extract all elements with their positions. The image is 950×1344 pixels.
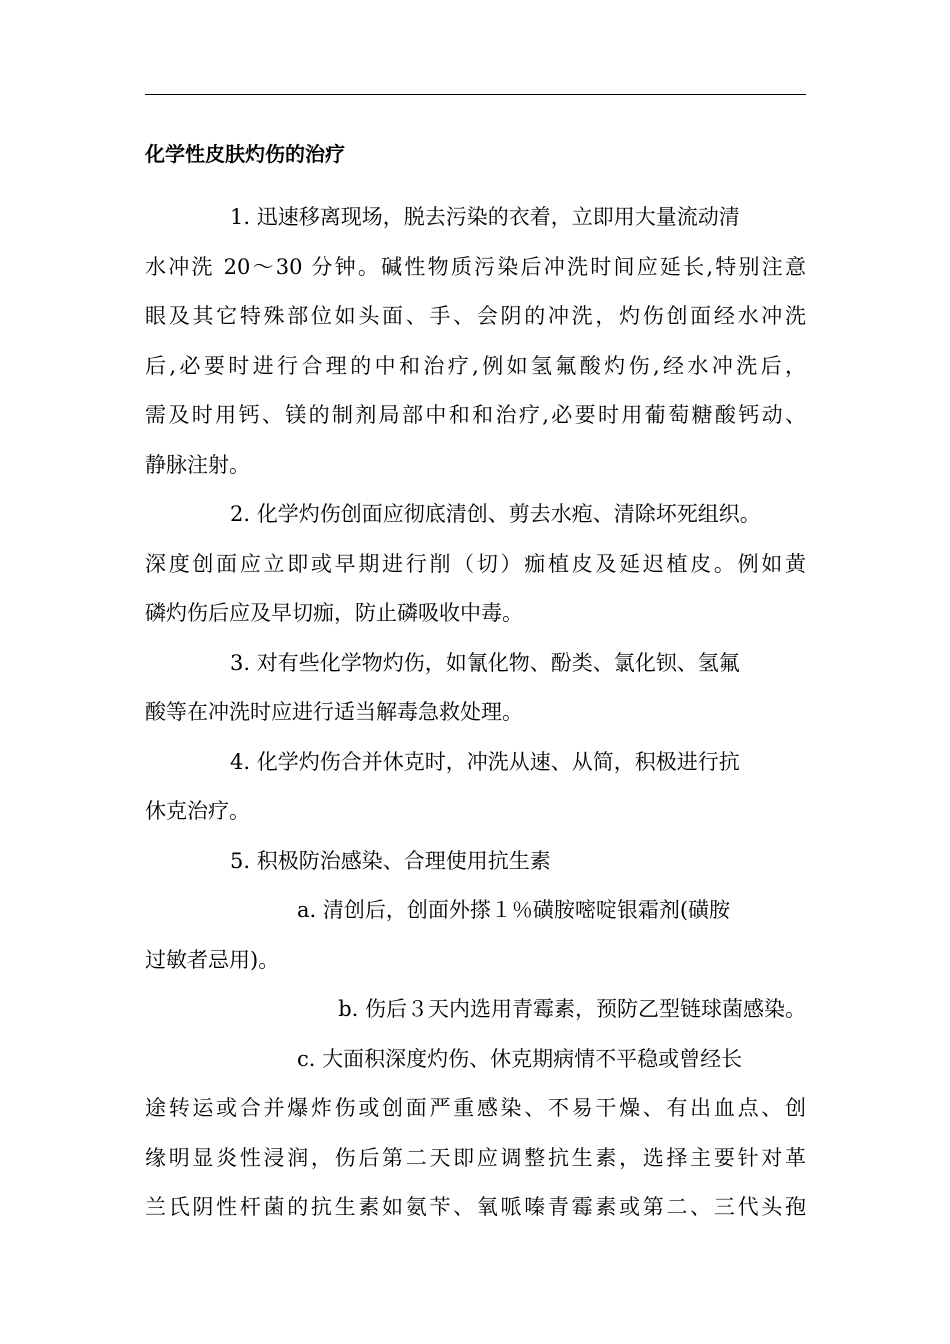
- header-divider: [145, 94, 806, 95]
- item-1-line-3: 眼及其它特殊部位如头面、手、会阴的冲洗，灼伤创面经水冲洗: [145, 304, 806, 328]
- document-title: 化学性皮肤灼伤的治疗: [145, 142, 345, 166]
- item-4-line-1: 4. 化学灼伤合并休克时，冲洗从速、从简，积极进行抗: [230, 750, 740, 774]
- item-2-line-1: 2. 化学灼伤创面应彻底清创、剪去水疱、清除坏死组织。: [230, 502, 761, 526]
- item-5c-line-3: 缘明显炎性浸润，伤后第二天即应调整抗生素，选择主要针对革: [145, 1146, 806, 1170]
- item-1-line-5: 需及时用钙、镁的制剂局部中和和治疗,必要时用葡萄糖酸钙动、: [145, 403, 806, 427]
- item-3-line-1: 3. 对有些化学物灼伤，如氰化物、酚类、氯化钡、氢氟: [230, 651, 740, 675]
- item-5c-line-4: 兰氏阴性杆菌的抗生素如氨苄、氧哌嗪青霉素或第二、三代头孢: [145, 1195, 806, 1219]
- item-5c-line-2: 途转运或合并爆炸伤或创面严重感染、不易干燥、有出血点、创: [145, 1096, 806, 1120]
- item-4-line-2: 休克治疗。: [145, 799, 250, 823]
- item-5b-line: b. 伤后３天内选用青霉素，预防乙型链球菌感染。: [338, 997, 806, 1021]
- item-5a-line-1: a. 清创后，创面外搽１％磺胺嘧啶银霜剂(磺胺: [297, 898, 731, 922]
- item-5-heading: 5. 积极防治感染、合理使用抗生素: [230, 849, 551, 873]
- item-5a-line-2: 过敏者忌用)。: [145, 948, 280, 972]
- item-2-line-3: 磷灼伤后应及早切痂，防止磷吸收中毒。: [145, 601, 523, 625]
- item-1-line-4: 后,必要时进行合理的中和治疗,例如氢氟酸灼伤,经水冲洗后，: [145, 354, 806, 378]
- item-1-line-6: 静脉注射。: [145, 453, 250, 477]
- item-3-line-2: 酸等在冲洗时应进行适当解毒急救处理。: [145, 700, 523, 724]
- item-5c-line-1: c. 大面积深度灼伤、休克期病情不平稳或曾经长: [297, 1047, 743, 1071]
- item-1-line-2: 水冲洗 20～30 分钟。碱性物质污染后冲洗时间应延长,特别注意: [145, 255, 806, 279]
- item-2-line-2: 深度创面应立即或早期进行削（切）痂植皮及延迟植皮。例如黄: [145, 552, 806, 576]
- item-1-line-1: 1. 迅速移离现场，脱去污染的衣着，立即用大量流动清: [230, 205, 740, 229]
